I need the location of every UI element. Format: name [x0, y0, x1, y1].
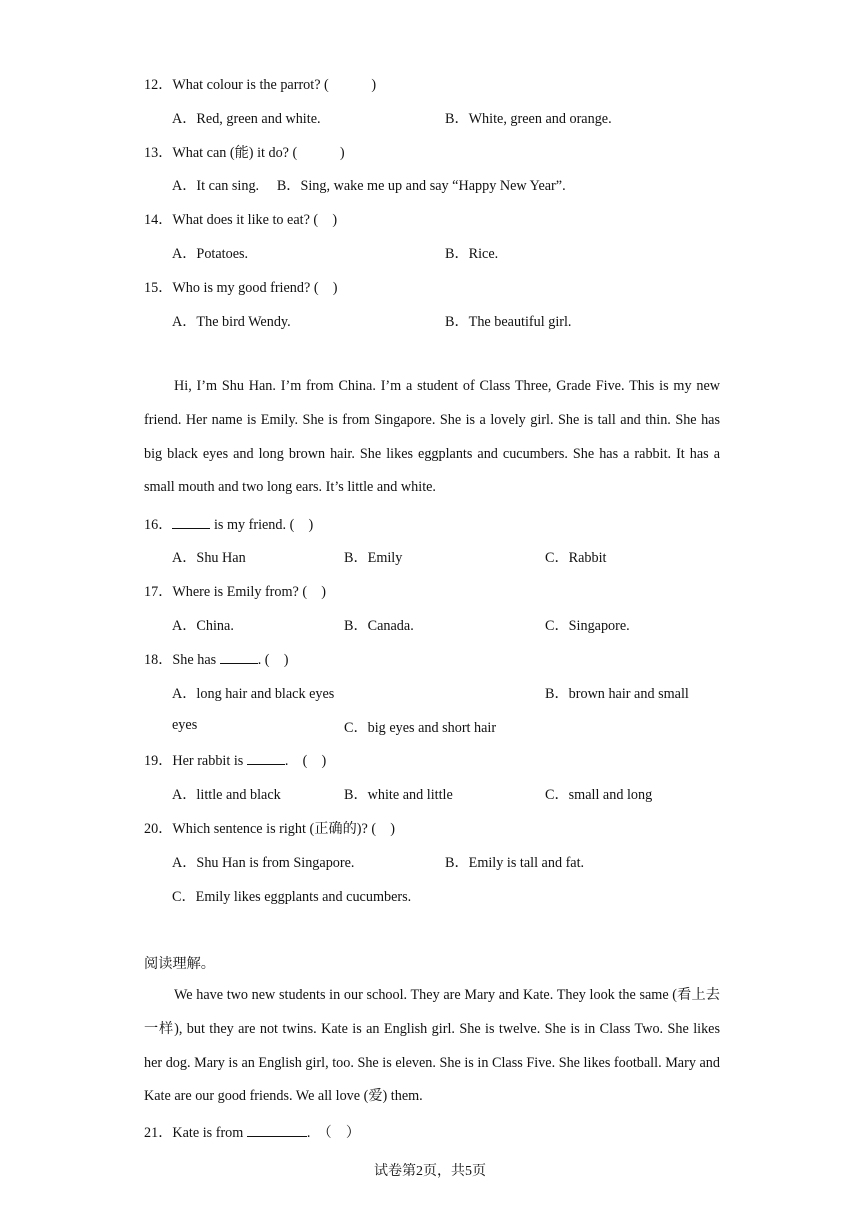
- q18-stem-after: . ( ): [257, 652, 289, 668]
- q19-option-a: A．little and black: [172, 787, 281, 803]
- question-17: 17．Where is Emily from? ( ): [144, 584, 327, 600]
- q17-option-b: B．Canada.: [344, 618, 414, 634]
- q13-options: A．It can sing. B．Sing, wake me up and say “Happy New Year”.: [172, 178, 566, 194]
- q17-option-c: C．Singapore.: [545, 618, 630, 634]
- q12-option-a: A．Red, green and white.: [172, 111, 321, 127]
- question-21: [144, 1122, 360, 1142]
- q18-option-b: B．brown hair and small: [545, 686, 689, 702]
- q16-option-b: B．Emily: [344, 550, 403, 566]
- passage-c-text: We have two new students in our school. They are Mary and Kate. They look the same (看上去一样), but they are not twins. Kate is an English girl. She is twelve. She is in Class Two. She likes her dog. Mary is an English girl, too. She is eleven. She is in Class Five. She likes football. Mary and Kate are our good friends. We all love (爱) them.: [144, 987, 720, 1105]
- q20-option-a: A．Shu Han is from Singapore.: [172, 855, 355, 871]
- q18-blank: [220, 651, 258, 664]
- q19-stem-after: . ( ): [284, 753, 327, 769]
- question-13: 13．What can (能) it do? ( ): [144, 145, 345, 161]
- q14-option-a: A．Potatoes.: [172, 246, 249, 262]
- q16-stem: is my friend. ( ): [210, 517, 314, 533]
- question-14: 14．What does it like to eat? ( ): [144, 212, 338, 228]
- page-footer: 试卷第2页，共5页: [374, 1164, 486, 1179]
- question-20: 20．Which sentence is right (正确的)? ( ): [144, 821, 395, 837]
- q18-option-c: C．big eyes and short hair: [344, 720, 497, 736]
- q19-option-c: C．small and long: [545, 787, 653, 803]
- q16-number: 16．: [144, 517, 173, 533]
- q16-blank: [172, 516, 210, 529]
- section-title-reading: 阅读理解。: [144, 956, 215, 972]
- q12-option-b: B．White, green and orange.: [445, 111, 612, 127]
- q19-stem-before: Her rabbit is: [172, 753, 247, 769]
- q17-option-a: A．China.: [172, 618, 234, 634]
- q21-stem-after: . （ ）: [306, 1125, 361, 1141]
- q15-option-b: B．The beautiful girl.: [445, 314, 572, 330]
- q19-number: 19．: [144, 753, 173, 769]
- q18-stem-before: She has: [172, 652, 220, 668]
- q14-option-b: B．Rice.: [445, 246, 499, 262]
- reading-passage-b: [144, 370, 720, 505]
- q15-option-a: A．The bird Wendy.: [172, 314, 291, 330]
- reading-passage-c: [144, 979, 720, 1114]
- q16-option-a: A．Shu Han: [172, 550, 246, 566]
- q21-blank: [247, 1124, 307, 1137]
- q16-option-c: C．Rabbit: [545, 550, 607, 566]
- question-12: 12．What colour is the parrot? ( ): [144, 77, 377, 93]
- q18-number: 18．: [144, 652, 173, 668]
- q21-number: 21．: [144, 1125, 173, 1141]
- q20-option-c: C．Emily likes eggplants and cucumbers.: [172, 889, 412, 905]
- question-19: [144, 750, 326, 770]
- passage-b-text: Hi, I’m Shu Han. I’m from China. I’m a student of Class Three, Grade Five. This is my new friend. Her name is Emily. She is from Singapore. She is a lovely girl. She is tall and thin. She has big black eyes and long brown hair. She likes eggplants and cucumbers. She has a rabbit. It has a small mouth and two long ears. It’s little and white.: [144, 378, 720, 496]
- q18-option-b-cont: eyes: [172, 717, 198, 733]
- q20-option-b: B．Emily is tall and fat.: [445, 855, 585, 871]
- q21-stem-before: Kate is from: [172, 1125, 247, 1141]
- q19-option-b: B．white and little: [344, 787, 453, 803]
- question-18: [144, 649, 288, 669]
- question-16: [144, 514, 313, 534]
- question-15: 15．Who is my good friend? ( ): [144, 280, 338, 296]
- q18-option-a: A．long hair and black eyes: [172, 686, 335, 702]
- q19-blank: [247, 752, 285, 765]
